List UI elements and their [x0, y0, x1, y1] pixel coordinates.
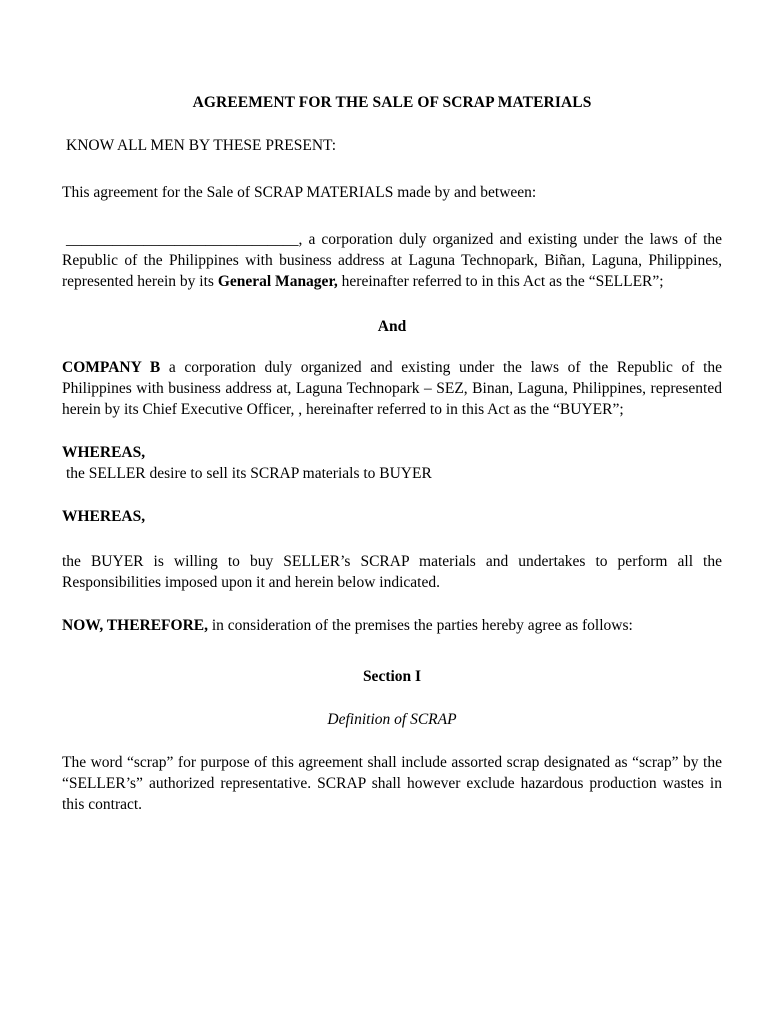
whereas-1-text: the SELLER desire to sell its SCRAP materials to BUYER	[66, 465, 432, 482]
section-body: The word “scrap” for purpose of this agreement shall include assorted scrap designated as “scrap” by the “SELLER’s” authorized representative. SCRAP shall however exclude hazardous production wastes in this contract.	[62, 754, 722, 813]
whereas-2-label: WHEREAS,	[62, 508, 146, 525]
seller-text-1: , a corporation duly organized and existing under the laws of the Republic of the Philippines with business address at Laguna Technopark, Biñan, Laguna, Philippines, represented herein by its	[62, 231, 722, 290]
buyer-text: a corporation duly organized and existing under the laws of the Republic of the Philippines with business address at, Laguna Technopark – SEZ, Binan, Laguna, Philippines, represented herein by its Chief Executive Officer, , hereinafter referred to in this Act as the “BUYER”;	[62, 359, 723, 418]
know-all-line: KNOW ALL MEN BY THESE PRESENT:	[66, 137, 337, 154]
now-therefore-bold: NOW, THEREFORE,	[62, 617, 208, 634]
seller-text-2: hereinafter referred to in this Act as the “SELLER”;	[337, 273, 664, 290]
seller-name-blank: ______________________________	[66, 231, 299, 248]
document-page	[62, 92, 722, 815]
whereas-2-text: the BUYER is willing to buy SELLER’s SCRAP materials and undertakes to perform all the Responsibilities imposed upon it and herein below indicated.	[62, 553, 722, 591]
document-title: AGREEMENT FOR THE SALE OF SCRAP MATERIALS	[192, 94, 592, 111]
intro-line: This agreement for the Sale of SCRAP MATERIALS made by and between:	[62, 184, 537, 201]
whereas-1-label: WHEREAS,	[62, 444, 146, 461]
buyer-name-bold: COMPANY B	[62, 359, 161, 376]
seller-paragraph	[62, 229, 722, 292]
and-label: And	[377, 318, 407, 335]
now-therefore-text: in consideration of the premises the parties hereby agree as follows:	[208, 617, 633, 634]
section-subheading: Definition of SCRAP	[327, 711, 457, 728]
section-heading: Section I	[362, 668, 422, 685]
buyer-paragraph	[62, 357, 722, 420]
now-therefore-paragraph	[62, 615, 722, 636]
seller-title-bold: General Manager,	[217, 273, 338, 290]
